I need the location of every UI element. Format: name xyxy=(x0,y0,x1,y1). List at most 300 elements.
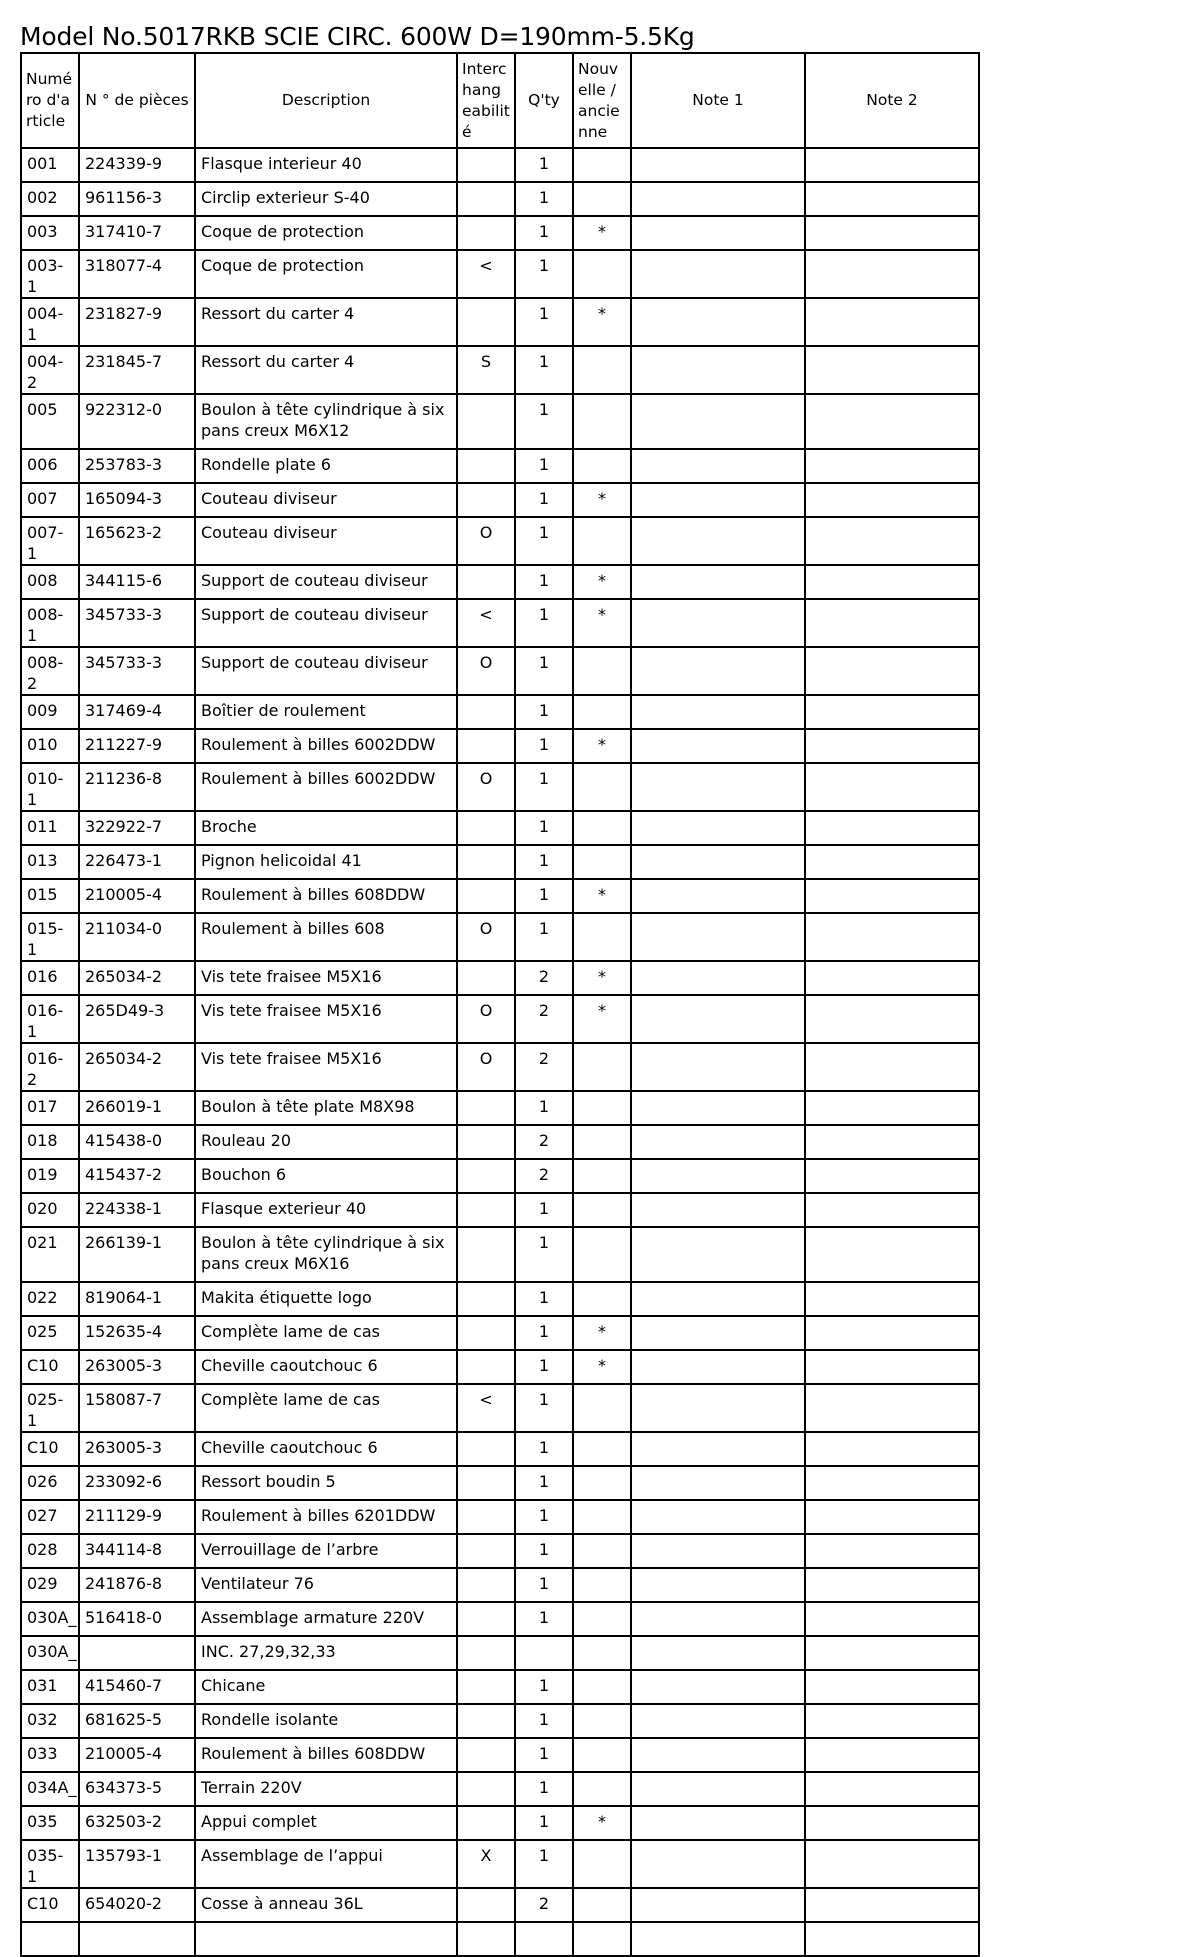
cell-quantity: 1 xyxy=(515,449,573,483)
cell-note-2 xyxy=(805,517,979,565)
cell-item-number: 010 xyxy=(21,729,79,763)
cell-interchangeability: < xyxy=(457,599,515,647)
cell-note-2 xyxy=(805,647,979,695)
table-row xyxy=(21,1350,979,1384)
cell-interchangeability xyxy=(457,394,515,449)
cell-quantity: 1 xyxy=(515,148,573,182)
cell-part-number: 224338-1 xyxy=(79,1193,195,1227)
cell-note-2 xyxy=(805,1738,979,1772)
cell-quantity: 1 xyxy=(515,1227,573,1282)
cell-interchangeability: < xyxy=(457,250,515,298)
cell-interchangeability xyxy=(457,1432,515,1466)
cell-note-1 xyxy=(631,647,805,695)
cell-item-number: 032 xyxy=(21,1704,79,1738)
cell-new-old xyxy=(573,517,631,565)
cell-quantity: 1 xyxy=(515,1193,573,1227)
cell-new-old xyxy=(573,1384,631,1432)
table-row xyxy=(21,1602,979,1636)
cell-item-number: C10 xyxy=(21,1350,79,1384)
table-row xyxy=(21,961,979,995)
cell-new-old xyxy=(573,1432,631,1466)
table-row xyxy=(21,1125,979,1159)
cell-description: Support de couteau diviseur xyxy=(195,647,457,695)
cell-item-number: 031 xyxy=(21,1670,79,1704)
cell-note-1 xyxy=(631,1636,805,1670)
cell-note-2 xyxy=(805,1568,979,1602)
table-row xyxy=(21,394,979,449)
table-row xyxy=(21,148,979,182)
cell-interchangeability xyxy=(457,483,515,517)
cell-note-2 xyxy=(805,1840,979,1888)
cell-description: Ventilateur 76 xyxy=(195,1568,457,1602)
cell-note-1 xyxy=(631,1888,805,1922)
cell-description: Roulement à billes 608DDW xyxy=(195,879,457,913)
table-row xyxy=(21,845,979,879)
cell-description: Flasque interieur 40 xyxy=(195,148,457,182)
cell-part-number: 415438-0 xyxy=(79,1125,195,1159)
cell-quantity: 1 xyxy=(515,298,573,346)
table-row xyxy=(21,346,979,394)
cell-interchangeability: O xyxy=(457,1043,515,1091)
cell-part-number: 241876-8 xyxy=(79,1568,195,1602)
cell-note-1 xyxy=(631,995,805,1043)
cell-new-old: * xyxy=(573,1350,631,1384)
cell-description: Rondelle isolante xyxy=(195,1704,457,1738)
cell-note-2 xyxy=(805,811,979,845)
cell-note-2 xyxy=(805,565,979,599)
cell-note-1 xyxy=(631,1534,805,1568)
cell-item-number: 020 xyxy=(21,1193,79,1227)
cell-new-old xyxy=(573,1125,631,1159)
cell-note-1 xyxy=(631,845,805,879)
table-row xyxy=(21,995,979,1043)
table-row xyxy=(21,1384,979,1432)
cell-note-2 xyxy=(805,1636,979,1670)
cell-note-1 xyxy=(631,1806,805,1840)
cell-item-number: 026 xyxy=(21,1466,79,1500)
cell-new-old: * xyxy=(573,565,631,599)
cell-quantity: 1 xyxy=(515,1602,573,1636)
cell-note-1 xyxy=(631,1227,805,1282)
cell-part-number: 516418-0 xyxy=(79,1602,195,1636)
cell-interchangeability: O xyxy=(457,647,515,695)
cell-part-number: 317469-4 xyxy=(79,695,195,729)
table-row xyxy=(21,1636,979,1670)
table-row xyxy=(21,565,979,599)
cell-item-number: 003-1 xyxy=(21,250,79,298)
cell-description: Assemblage armature 220V xyxy=(195,1602,457,1636)
cell-note-2 xyxy=(805,346,979,394)
cell-note-2 xyxy=(805,729,979,763)
cell-description: Ressort du carter 4 xyxy=(195,346,457,394)
cell-quantity: 1 xyxy=(515,1534,573,1568)
cell-note-1 xyxy=(631,1159,805,1193)
cell-quantity: 1 xyxy=(515,216,573,250)
cell-interchangeability xyxy=(457,182,515,216)
cell-note-1 xyxy=(631,763,805,811)
cell-description: Circlip exterieur S-40 xyxy=(195,182,457,216)
cell-new-old xyxy=(573,1282,631,1316)
cell-interchangeability xyxy=(457,1159,515,1193)
cell-note-1 xyxy=(631,695,805,729)
cell-note-1 xyxy=(631,1384,805,1432)
cell-note-2 xyxy=(805,250,979,298)
cell-note-2 xyxy=(805,599,979,647)
cell-new-old: * xyxy=(573,1806,631,1840)
cell-item-number: 011 xyxy=(21,811,79,845)
cell-description: Vis tete fraisee M5X16 xyxy=(195,961,457,995)
cell-part-number: 233092-6 xyxy=(79,1466,195,1500)
cell-new-old: * xyxy=(573,1316,631,1350)
cell-interchangeability xyxy=(457,1772,515,1806)
cell-item-number: 027 xyxy=(21,1500,79,1534)
cell-part-number: 210005-4 xyxy=(79,1738,195,1772)
cell-new-old xyxy=(573,394,631,449)
cell-item-number: 029 xyxy=(21,1568,79,1602)
cell-description: Flasque exterieur 40 xyxy=(195,1193,457,1227)
cell-new-old: * xyxy=(573,961,631,995)
cell-part-number: 211236-8 xyxy=(79,763,195,811)
cell-quantity: 1 xyxy=(515,913,573,961)
cell-note-1 xyxy=(631,216,805,250)
cell-note-2 xyxy=(805,1888,979,1922)
cell-item-number: 004-2 xyxy=(21,346,79,394)
cell-new-old xyxy=(573,1159,631,1193)
cell-quantity: 1 xyxy=(515,250,573,298)
table-row xyxy=(21,1568,979,1602)
table-row xyxy=(21,1534,979,1568)
cell-part-number: 317410-7 xyxy=(79,216,195,250)
cell-description: Rondelle plate 6 xyxy=(195,449,457,483)
cell-note-1 xyxy=(631,1602,805,1636)
cell-description: Terrain 220V xyxy=(195,1772,457,1806)
table-row xyxy=(21,599,979,647)
cell-note-1 xyxy=(631,599,805,647)
cell-item-number: 028 xyxy=(21,1534,79,1568)
cell-part-number: 265034-2 xyxy=(79,1043,195,1091)
cell-quantity: 1 xyxy=(515,1704,573,1738)
cell-interchangeability xyxy=(457,1350,515,1384)
cell-new-old xyxy=(573,695,631,729)
table-row xyxy=(21,913,979,961)
table-row xyxy=(21,763,979,811)
cell-note-2 xyxy=(805,995,979,1043)
cell-note-1 xyxy=(631,1704,805,1738)
cell-quantity: 1 xyxy=(515,1500,573,1534)
cell-note-1 xyxy=(631,565,805,599)
cell-note-1 xyxy=(631,913,805,961)
cell-note-2 xyxy=(805,394,979,449)
page-title: Model No.5017RKB SCIE CIRC. 600W D=190mm-5.5Kg xyxy=(20,22,695,51)
cell-item-number: 004-1 xyxy=(21,298,79,346)
cell-part-number: 344115-6 xyxy=(79,565,195,599)
cell-note-2 xyxy=(805,1159,979,1193)
cell-quantity: 2 xyxy=(515,1043,573,1091)
cell-quantity: 1 xyxy=(515,1432,573,1466)
cell-new-old: * xyxy=(573,298,631,346)
cell-note-1 xyxy=(631,1282,805,1316)
table-row xyxy=(21,1227,979,1282)
cell-note-1 xyxy=(631,250,805,298)
cell-interchangeability: O xyxy=(457,763,515,811)
cell-interchangeability xyxy=(457,1670,515,1704)
cell-description: Boulon à tête plate M8X98 xyxy=(195,1091,457,1125)
cell-part-number: 318077-4 xyxy=(79,250,195,298)
cell-note-1 xyxy=(631,729,805,763)
cell-item-number: 021 xyxy=(21,1227,79,1282)
cell-note-1 xyxy=(631,298,805,346)
cell-interchangeability xyxy=(457,1466,515,1500)
cell-interchangeability xyxy=(457,1316,515,1350)
cell-note-2 xyxy=(805,1316,979,1350)
cell-interchangeability xyxy=(457,449,515,483)
cell-description: Broche xyxy=(195,811,457,845)
cell-quantity xyxy=(515,1922,573,1956)
cell-interchangeability xyxy=(457,1091,515,1125)
cell-new-old: * xyxy=(573,483,631,517)
table-row xyxy=(21,216,979,250)
cell-new-old xyxy=(573,1922,631,1956)
table-row xyxy=(21,1704,979,1738)
cell-quantity: 1 xyxy=(515,346,573,394)
cell-description: Vis tete fraisee M5X16 xyxy=(195,995,457,1043)
cell-item-number: 018 xyxy=(21,1125,79,1159)
table-row xyxy=(21,1500,979,1534)
header-note-2: Note 2 xyxy=(805,53,979,148)
cell-quantity: 1 xyxy=(515,845,573,879)
cell-interchangeability: O xyxy=(457,517,515,565)
cell-note-2 xyxy=(805,695,979,729)
cell-note-1 xyxy=(631,1772,805,1806)
cell-new-old xyxy=(573,1193,631,1227)
cell-note-1 xyxy=(631,1922,805,1956)
cell-quantity: 1 xyxy=(515,1091,573,1125)
table-header-row xyxy=(21,53,979,148)
cell-new-old xyxy=(573,763,631,811)
cell-part-number: 211227-9 xyxy=(79,729,195,763)
cell-part-number: 158087-7 xyxy=(79,1384,195,1432)
cell-item-number: 006 xyxy=(21,449,79,483)
cell-interchangeability xyxy=(457,879,515,913)
table-row xyxy=(21,517,979,565)
cell-interchangeability xyxy=(457,1922,515,1956)
cell-description: Boulon à tête cylindrique à six pans creux M6X12 xyxy=(195,394,457,449)
cell-description: Support de couteau diviseur xyxy=(195,599,457,647)
cell-item-number: 035-1 xyxy=(21,1840,79,1888)
cell-note-1 xyxy=(631,879,805,913)
cell-new-old xyxy=(573,1568,631,1602)
cell-note-2 xyxy=(805,216,979,250)
cell-item-number: 016 xyxy=(21,961,79,995)
cell-note-2 xyxy=(805,1432,979,1466)
cell-note-1 xyxy=(631,394,805,449)
table-row xyxy=(21,1043,979,1091)
cell-interchangeability: < xyxy=(457,1384,515,1432)
cell-interchangeability xyxy=(457,1282,515,1316)
cell-part-number: 922312-0 xyxy=(79,394,195,449)
cell-description: Support de couteau diviseur xyxy=(195,565,457,599)
cell-item-number: 022 xyxy=(21,1282,79,1316)
cell-quantity: 1 xyxy=(515,763,573,811)
parts-table-body xyxy=(21,148,979,1956)
cell-note-2 xyxy=(805,298,979,346)
cell-note-2 xyxy=(805,1806,979,1840)
cell-note-1 xyxy=(631,449,805,483)
cell-note-2 xyxy=(805,1125,979,1159)
cell-note-2 xyxy=(805,1602,979,1636)
cell-new-old xyxy=(573,1227,631,1282)
cell-part-number: 231827-9 xyxy=(79,298,195,346)
cell-new-old xyxy=(573,346,631,394)
cell-quantity: 1 xyxy=(515,879,573,913)
cell-part-number: 165623-2 xyxy=(79,517,195,565)
cell-note-2 xyxy=(805,961,979,995)
table-row xyxy=(21,1922,979,1956)
cell-note-1 xyxy=(631,1316,805,1350)
cell-description: Rouleau 20 xyxy=(195,1125,457,1159)
cell-new-old xyxy=(573,148,631,182)
cell-item-number: 015 xyxy=(21,879,79,913)
cell-description: Appui complet xyxy=(195,1806,457,1840)
cell-interchangeability xyxy=(457,1125,515,1159)
cell-note-1 xyxy=(631,1840,805,1888)
table-row xyxy=(21,729,979,763)
cell-interchangeability xyxy=(457,1636,515,1670)
cell-quantity: 1 xyxy=(515,394,573,449)
cell-description: Couteau diviseur xyxy=(195,483,457,517)
cell-interchangeability xyxy=(457,1227,515,1282)
cell-note-1 xyxy=(631,1091,805,1125)
cell-note-2 xyxy=(805,1193,979,1227)
cell-description: Cheville caoutchouc 6 xyxy=(195,1432,457,1466)
cell-part-number: 152635-4 xyxy=(79,1316,195,1350)
cell-description: Roulement à billes 6201DDW xyxy=(195,1500,457,1534)
table-row xyxy=(21,879,979,913)
cell-note-2 xyxy=(805,1091,979,1125)
header-item-number: Numéro d'article xyxy=(21,53,79,148)
cell-item-number: 030A_ xyxy=(21,1602,79,1636)
cell-interchangeability: O xyxy=(457,995,515,1043)
parts-table xyxy=(20,52,980,1957)
cell-description: Makita étiquette logo xyxy=(195,1282,457,1316)
cell-note-2 xyxy=(805,1350,979,1384)
cell-new-old xyxy=(573,1636,631,1670)
cell-description: Verrouillage de l’arbre xyxy=(195,1534,457,1568)
cell-description: Roulement à billes 6002DDW xyxy=(195,763,457,811)
cell-note-2 xyxy=(805,1772,979,1806)
cell-new-old xyxy=(573,250,631,298)
table-row xyxy=(21,1282,979,1316)
cell-part-number: 165094-3 xyxy=(79,483,195,517)
cell-quantity xyxy=(515,1636,573,1670)
cell-new-old xyxy=(573,1534,631,1568)
cell-interchangeability xyxy=(457,1193,515,1227)
cell-note-1 xyxy=(631,961,805,995)
cell-interchangeability xyxy=(457,216,515,250)
cell-item-number: 002 xyxy=(21,182,79,216)
cell-interchangeability xyxy=(457,1704,515,1738)
cell-description: INC. 27,29,32,33 xyxy=(195,1636,457,1670)
cell-part-number: 345733-3 xyxy=(79,647,195,695)
cell-note-2 xyxy=(805,1534,979,1568)
cell-quantity: 1 xyxy=(515,483,573,517)
cell-item-number: 025-1 xyxy=(21,1384,79,1432)
cell-interchangeability xyxy=(457,1602,515,1636)
cell-part-number: 211034-0 xyxy=(79,913,195,961)
cell-quantity: 1 xyxy=(515,1316,573,1350)
cell-quantity: 1 xyxy=(515,1840,573,1888)
table-row xyxy=(21,182,979,216)
header-description: Description xyxy=(195,53,457,148)
table-row xyxy=(21,1466,979,1500)
cell-note-1 xyxy=(631,483,805,517)
cell-item-number: 025 xyxy=(21,1316,79,1350)
cell-part-number: 266019-1 xyxy=(79,1091,195,1125)
cell-item-number: 035 xyxy=(21,1806,79,1840)
cell-description: Chicane xyxy=(195,1670,457,1704)
table-row xyxy=(21,1772,979,1806)
cell-part-number: 681625-5 xyxy=(79,1704,195,1738)
cell-part-number: 265D49-3 xyxy=(79,995,195,1043)
cell-new-old: * xyxy=(573,995,631,1043)
cell-quantity: 1 xyxy=(515,182,573,216)
cell-item-number: 017 xyxy=(21,1091,79,1125)
cell-new-old xyxy=(573,1704,631,1738)
cell-part-number: 415460-7 xyxy=(79,1670,195,1704)
cell-item-number: 008-2 xyxy=(21,647,79,695)
cell-new-old xyxy=(573,1738,631,1772)
cell-interchangeability xyxy=(457,148,515,182)
cell-quantity: 1 xyxy=(515,1670,573,1704)
cell-note-2 xyxy=(805,1670,979,1704)
cell-description xyxy=(195,1922,457,1956)
cell-note-2 xyxy=(805,1043,979,1091)
cell-note-1 xyxy=(631,811,805,845)
cell-new-old xyxy=(573,1888,631,1922)
cell-part-number: 135793-1 xyxy=(79,1840,195,1888)
header-interchangeability: Interchangeabilité xyxy=(457,53,515,148)
cell-item-number: 010-1 xyxy=(21,763,79,811)
cell-quantity: 2 xyxy=(515,995,573,1043)
cell-interchangeability xyxy=(457,1568,515,1602)
cell-part-number: 211129-9 xyxy=(79,1500,195,1534)
cell-part-number xyxy=(79,1922,195,1956)
cell-note-2 xyxy=(805,1922,979,1956)
cell-note-1 xyxy=(631,1193,805,1227)
cell-item-number xyxy=(21,1922,79,1956)
table-row xyxy=(21,1670,979,1704)
cell-interchangeability: X xyxy=(457,1840,515,1888)
cell-new-old xyxy=(573,1091,631,1125)
table-row xyxy=(21,1840,979,1888)
cell-item-number: 001 xyxy=(21,148,79,182)
cell-item-number: 007-1 xyxy=(21,517,79,565)
cell-part-number: 415437-2 xyxy=(79,1159,195,1193)
header-new-old: Nouvelle / ancienne xyxy=(573,53,631,148)
table-row xyxy=(21,1806,979,1840)
cell-quantity: 1 xyxy=(515,811,573,845)
cell-description: Boîtier de roulement xyxy=(195,695,457,729)
cell-description: Coque de protection xyxy=(195,250,457,298)
cell-item-number: 016-1 xyxy=(21,995,79,1043)
cell-description: Cosse à anneau 36L xyxy=(195,1888,457,1922)
cell-part-number: 344114-8 xyxy=(79,1534,195,1568)
cell-new-old xyxy=(573,913,631,961)
cell-note-1 xyxy=(631,1568,805,1602)
cell-interchangeability xyxy=(457,1738,515,1772)
cell-quantity: 1 xyxy=(515,1772,573,1806)
cell-item-number: 007 xyxy=(21,483,79,517)
